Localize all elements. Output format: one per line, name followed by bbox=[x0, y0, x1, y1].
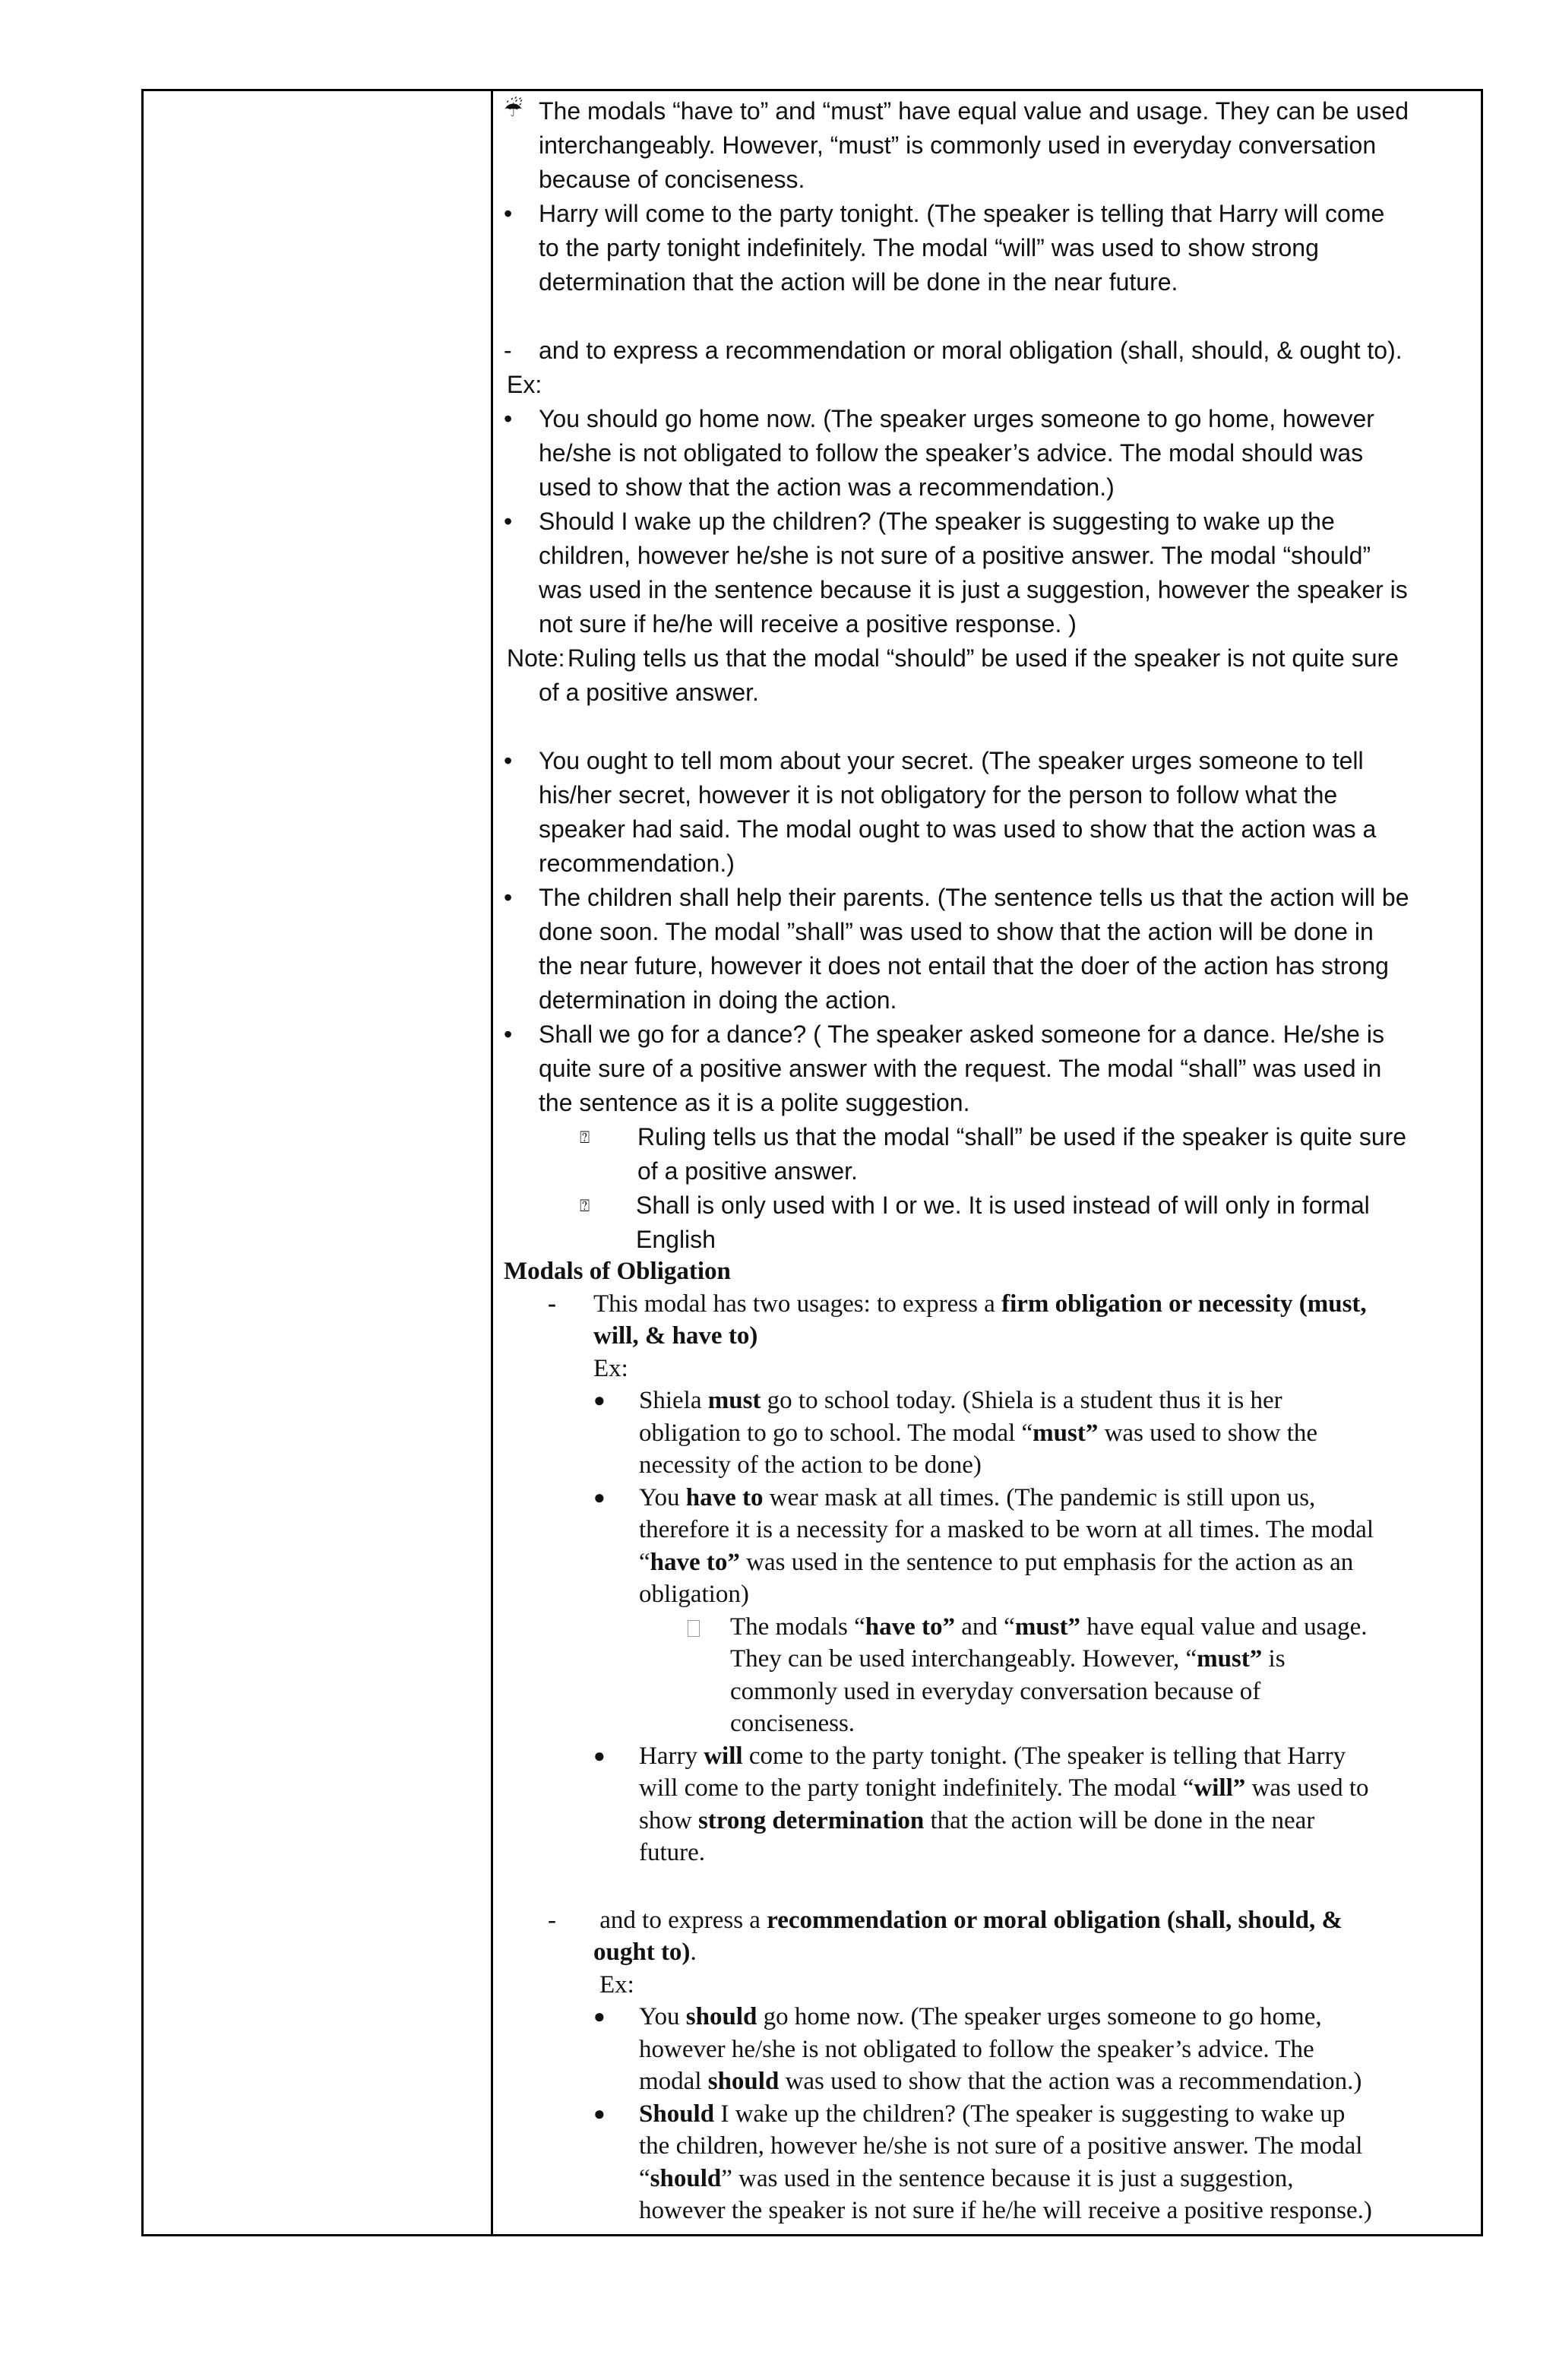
text-line: because of conciseness. bbox=[539, 166, 805, 193]
text-line: Shall is only used with I or we. It is used instead of will only in formal bbox=[636, 1192, 1370, 1219]
sub-list-item bbox=[504, 1188, 1469, 1257]
text-line: was used in the sentence because it is just a suggestion, however the speaker is bbox=[539, 576, 1408, 603]
text-line: show strong determination that the action will be done in the near bbox=[639, 1806, 1315, 1834]
text-line: Ruling tells us that the modal “shall” be used if the speaker is quite sure bbox=[637, 1123, 1407, 1150]
section-formal bbox=[504, 1255, 1469, 2227]
bullet-icon: ● bbox=[593, 2005, 606, 2027]
text-line: the near future, however it does not entail that the doer of the action has strong bbox=[539, 952, 1389, 980]
text-line: his/her secret, however it is not obligatory for the person to follow what the bbox=[539, 781, 1338, 809]
text-line: Should I wake up the children? (The speaker is suggesting to wake up the bbox=[539, 508, 1335, 535]
list-item bbox=[504, 402, 1469, 505]
section-informal bbox=[504, 94, 1469, 1257]
text-line: commonly used in everyday conversation because of bbox=[730, 1677, 1261, 1705]
list-item bbox=[504, 197, 1469, 299]
list-item bbox=[504, 881, 1469, 1018]
bullet-icon: • bbox=[504, 200, 513, 227]
ex-label: Ex: bbox=[507, 371, 542, 398]
text-line: This modal has two usages: to express a firm obligation or necessity (must, bbox=[593, 1290, 1367, 1318]
text-line: and to express a recommendation or moral obligation (shall, should, & ought to). bbox=[539, 337, 1403, 364]
text-line: Harry will come to the party tonight. (The speaker is telling that Harry bbox=[639, 1742, 1346, 1770]
dash-marker: - bbox=[548, 1906, 556, 1934]
text-line: They can be used interchangeably. However, “must” is bbox=[730, 1645, 1286, 1673]
list-item bbox=[593, 2098, 1469, 2227]
text-line: quite sure of a positive answer with the request. The modal “shall” was used in bbox=[539, 1055, 1382, 1082]
bullet-icon: • bbox=[504, 884, 513, 911]
text-line: not sure if he/he will receive a positive response. ) bbox=[539, 610, 1077, 638]
sub-list-item bbox=[639, 1611, 1469, 1740]
sub-list-item bbox=[504, 1120, 1469, 1188]
list-item bbox=[593, 1482, 1469, 1740]
text-line: ought to). bbox=[593, 1938, 697, 1966]
ex-label: Ex: bbox=[593, 1354, 628, 1382]
content-cell bbox=[504, 91, 1481, 2234]
bullet-icon: • bbox=[504, 1021, 513, 1048]
umbrella-icon: ☔ bbox=[504, 97, 523, 122]
text-line: The modals “have to” and “must” have equal value and usage. bbox=[730, 1613, 1368, 1641]
dash-item bbox=[504, 334, 1469, 368]
document-table bbox=[141, 89, 1483, 2236]
text-line: the children, however he/she is not sure of a positive answer. The modal bbox=[639, 2132, 1363, 2160]
note-label: Note: bbox=[507, 644, 565, 672]
text-line: of a positive answer. bbox=[539, 679, 759, 706]
text-line: will come to the party tonight indefinitely. The modal “will” was used to bbox=[639, 1774, 1369, 1802]
text-line: however the speaker is not sure if he/he will receive a positive response.) bbox=[639, 2197, 1372, 2224]
text-line: “should” was used in the sentence because it is just a suggestion, bbox=[639, 2164, 1294, 2192]
text-line: modal should was used to show that the action was a recommendation.) bbox=[639, 2068, 1362, 2095]
text-line: the sentence as it is a polite suggestion. bbox=[539, 1089, 970, 1116]
bullet-icon: ● bbox=[593, 2102, 606, 2125]
text-line: obligation) bbox=[639, 1581, 749, 1608]
text-line: You have to wear mask at all times. (The pandemic is still upon us, bbox=[639, 1483, 1316, 1511]
text-line: determination that the action will be done in the near future. bbox=[539, 268, 1178, 296]
dash-item bbox=[504, 1904, 1469, 2227]
text-line: You should go home now. (The speaker urges someone to go home, bbox=[639, 2003, 1322, 2030]
dash-marker: - bbox=[548, 1290, 556, 1318]
list-item bbox=[504, 1018, 1469, 1120]
dash-item bbox=[504, 1288, 1469, 1869]
bullet-icon: ● bbox=[593, 1486, 606, 1508]
text-line: speaker had said. The modal ought to was used to show that the action was a bbox=[539, 815, 1377, 843]
text-line: Should I wake up the children? (The speaker is suggesting to wake up bbox=[639, 2100, 1346, 2128]
text-line: however he/she is not obligated to follow the speaker’s advice. The bbox=[639, 2035, 1314, 2063]
text-line: recommendation.) bbox=[539, 850, 735, 877]
list-item bbox=[504, 744, 1469, 881]
bullet-icon: • bbox=[504, 405, 513, 432]
text-line: Harry will come to the party tonight. (The speaker is telling that Harry will come bbox=[539, 200, 1385, 227]
dash-marker: - bbox=[504, 337, 512, 364]
text-line: to the party tonight indefinitely. The modal “will” was used to show strong bbox=[539, 234, 1319, 261]
text-line: “have to” was used in the sentence to put emphasis for the action as an bbox=[639, 1548, 1354, 1576]
text-line: used to show that the action was a recommendation.) bbox=[539, 473, 1115, 501]
text-line: done soon. The modal ”shall” was used to show that the action will be done in bbox=[539, 918, 1374, 945]
note bbox=[504, 641, 1469, 710]
text-line: therefore it is a necessity for a masked to be worn at all times. The modal bbox=[639, 1516, 1374, 1543]
text-line: and to express a recommendation or moral obligation (shall, should, & bbox=[599, 1906, 1343, 1934]
bullet-icon: ● bbox=[593, 1744, 606, 1767]
text-line: You should go home now. (The speaker urges someone to go home, however bbox=[539, 405, 1374, 432]
text-line: obligation to go to school. The modal “must” was used to show the bbox=[639, 1419, 1318, 1447]
text-line: English bbox=[636, 1226, 716, 1253]
text-line: Ruling tells us that the modal “should” be used if the speaker is not quite sure bbox=[568, 644, 1399, 672]
list-item bbox=[593, 1740, 1469, 1869]
text-line: You ought to tell mom about your secret. (The speaker urges someone to tell bbox=[539, 747, 1364, 774]
box-icon bbox=[688, 1611, 730, 1644]
text-line: The children shall help their parents. (The sentence tells us that the action will be bbox=[539, 884, 1409, 911]
text-line: necessity of the action to be done) bbox=[639, 1451, 982, 1479]
bullet-icon: • bbox=[504, 747, 513, 774]
text-line: Shiela must go to school today. (Shiela is a student thus it is her bbox=[639, 1387, 1282, 1414]
bullet-icon: ● bbox=[593, 1389, 606, 1411]
column-divider bbox=[491, 91, 493, 2234]
ex-label: Ex: bbox=[599, 1970, 634, 1999]
missing-glyph-icon: ⍰ bbox=[580, 1128, 590, 1147]
text-line: The modals “have to” and “must” have equal value and usage. They can be used bbox=[539, 97, 1409, 125]
text-line: determination in doing the action. bbox=[539, 986, 897, 1014]
list-item bbox=[593, 2001, 1469, 2098]
text-line: he/she is not obligated to follow the speaker’s advice. The modal should was bbox=[539, 439, 1364, 467]
list-item bbox=[504, 94, 1469, 197]
missing-glyph-icon: ⍰ bbox=[580, 1196, 590, 1215]
text-line: future. bbox=[639, 1839, 706, 1866]
text-line: conciseness. bbox=[730, 1710, 855, 1737]
bullet-icon: • bbox=[504, 508, 513, 535]
list-item bbox=[504, 505, 1469, 641]
text-line: of a positive answer. bbox=[637, 1157, 858, 1185]
text-line: will, & have to) bbox=[593, 1322, 758, 1350]
text-line: children, however he/she is not sure of a positive answer. The modal “should” bbox=[539, 542, 1371, 569]
text-line: interchangeably. However, “must” is commonly used in everyday conversation bbox=[539, 131, 1377, 159]
section-heading: Modals of Obligation bbox=[504, 1258, 731, 1285]
list-item bbox=[593, 1385, 1469, 1482]
text-line: Shall we go for a dance? ( The speaker asked someone for a dance. He/she is bbox=[539, 1021, 1384, 1048]
